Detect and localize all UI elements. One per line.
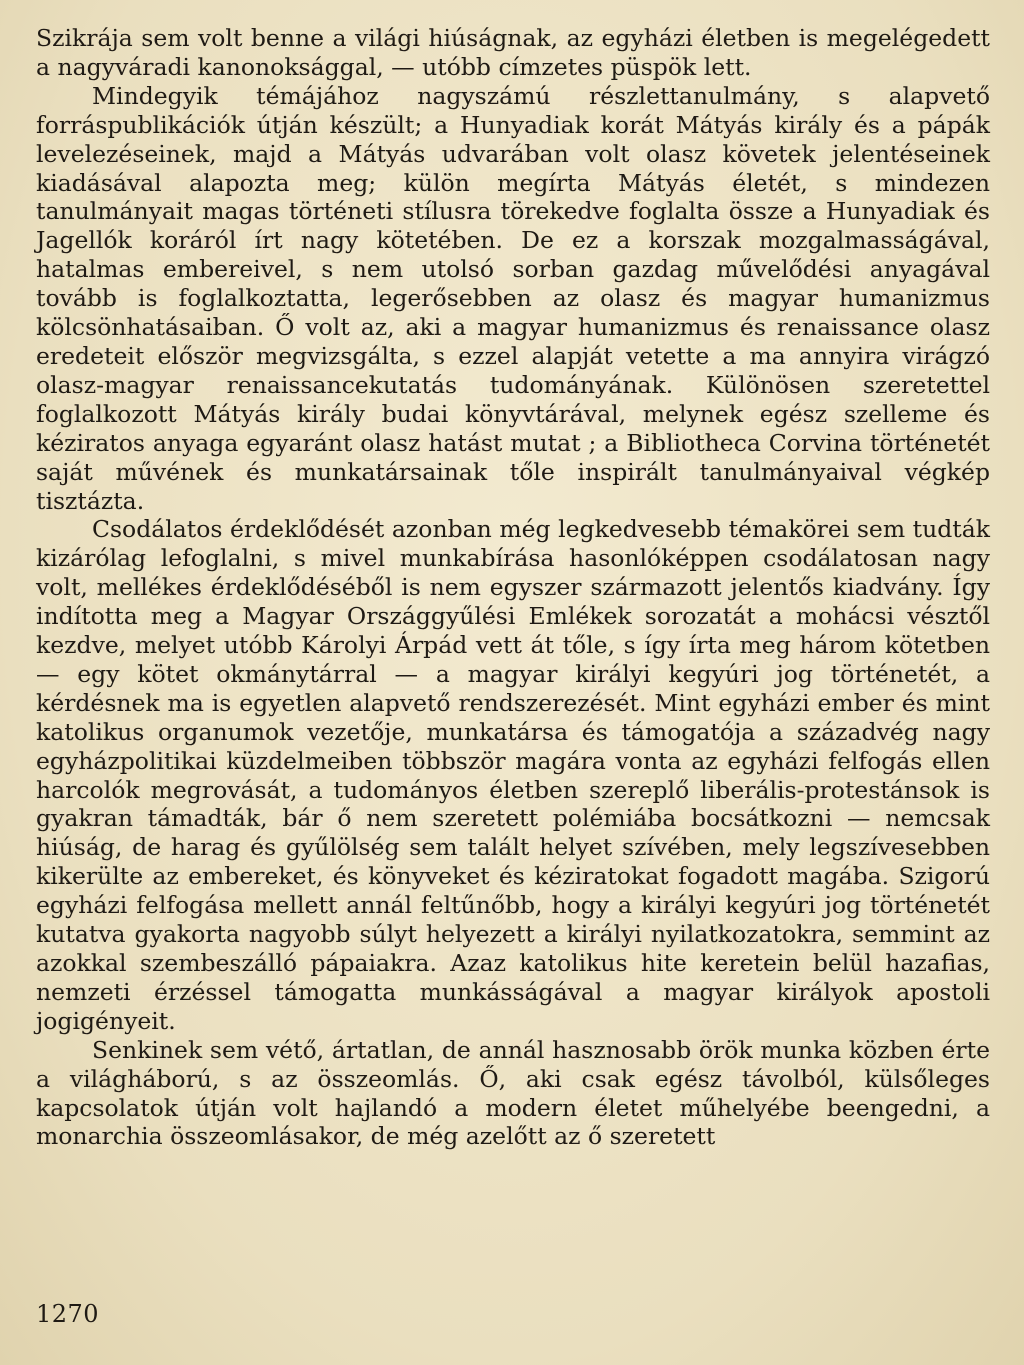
paragraph-3: Csodálatos érdeklődését azonban még legkedvesebb témakörei sem tudták kizárólag lefoglalni, s mivel munkabírása hasonlóképpen csodálatosan nagy volt, mellékes érdeklődéséből is nem egyszer származott jelentős kiadvány. Így indította meg a Magyar Országgyűlési Emlékek sorozatát a mohácsi vésztől kezdve, melyet utóbb Károlyi Árpád vett át tőle, s így írta meg három kötetben — egy kötet okmánytárral — a magyar királyi kegyúri jog történetét, a kérdésnek ma is egyetlen alapvető rendszerezését. Mint egyházi ember és mint katolikus organumok vezetője, munkatársa és támogatója a századvég nagy egyházpolitikai küzdelmeiben többször magára vonta az egyházi felfogás ellen harcolók megrovását, a tudományos életben szereplő liberális-protestánsok is gyakran támadták, bár ő nem szeretett polémiába bocsátkozni — nemcsak hiúság, de harag és gyűlölség sem talált helyet szívében, mely legszívesebben kikerülte az embereket, és könyveket és kéziratokat fogadott magába. Szigorú egyházi felfogása mellett annál feltűnőbb, hogy a királyi kegyúri jog történetét kutatva gyakorta nagyobb súlyt helyezett a királyi nyilatkozatokra, semmint az azokkal szembeszálló pápaiakra. Azaz katolikus hite keretein belül hazafias, nemzeti érzéssel támogatta munkásságával a magyar királyok apostoli jogigényeit. xyxy=(36,515,990,1035)
paragraph-1: Szikrája sem volt benne a világi hiúságnak, az egyházi életben is megelégedett a nagyváradi kanonoksággal, — utóbb címzetes püspök lett. xyxy=(36,24,990,81)
paragraph-2: Mindegyik témájához nagyszámú részlettanulmány, s alapvető forráspublikációk útján készült; a Hunyadiak korát Mátyás király és a pápák levelezéseinek, majd a Mátyás udvarában volt olasz követek jelentéseinek kiadásával alapozta meg; külön megírta Mátyás életét, s mindezen tanulmányait magas történeti stílusra törekedve foglalta össze a Hunyadiak és Jagellók koráról írt nagy kötetében. De ez a korszak mozgalmasságával, hatalmas embereivel, s nem utolsó sorban gazdag művelődési anyagával tovább is foglalkoztatta, legerősebben az olasz és magyar humanizmus kölcsönhatásaiban. Ő volt az, aki a magyar humanizmus és renaissance olasz eredeteit először megvizsgálta, s ezzel alapját vetette a ma annyira virágzó olasz-magyar renaissancekutatás tudományának. Különösen szeretettel foglalkozott Mátyás király budai könyvtárával, melynek egész szelleme és kéziratos anyaga egyaránt olasz hatást mutat ; a Bibliotheca Corvina történetét saját művének és munkatársainak tőle inspirált tanulmányaival végkép tisztázta. xyxy=(36,81,990,515)
page-body xyxy=(36,24,990,1151)
paragraph-4: Senkinek sem vétő, ártatlan, de annál hasznosabb örök munka közben érte a világháború, s az összeomlás. Ő, aki csak egész távolból, külsőleges kapcsolatok útján volt hajlandó a modern életet műhelyébe beengedni, a monarchia összeomlásakor, de még azelőtt az ő szeretett xyxy=(36,1035,990,1151)
page-number: 1270 xyxy=(36,1300,100,1328)
